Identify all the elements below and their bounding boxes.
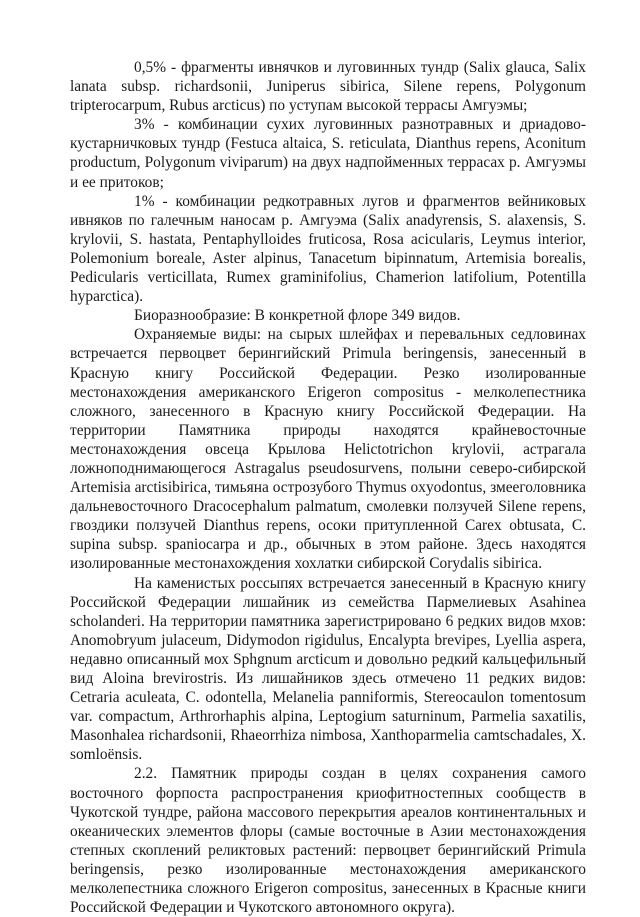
paragraph-biodiversity: Биоразнообразие: В конкретной флоре 349 видов. <box>134 307 461 325</box>
paragraph-protected-species: Охраняемые виды: на сырых шлейфах и перевальных седловинах встречается первоцвет берингийский Primula beringensis, занесенный в Красную книгу Российской Федерации. Резко изолированные местонахождения американского Erigeron compositus - мелколепестника сложного, занесенного в Красную книгу Российской Федерации. На территории Памятника природы находятся крайневосточные местонахождения овсеца Крылова Helictotrichon krylovii, астрагала ложноподнимающегося Astragalus pseudosurvens, полыни северо-сибирской Artemisia arctisibirica, тимьяна острозубого Thymus oxyodontus, змееголовника дальневосточного Dracocephalum palmatum, смолевки ползучей Silene repens, гвоздики ползучей Dianthus repens, осоки притупленной Carex obtusata, C. supina subsp. spaniocarpa и др., обычных в этом районе. Здесь находятся изолированные местонахождения хохлатки сибирской Corydalis sibirica. <box>70 326 586 573</box>
paragraph-lichens-mosses: На каменистых россыпях встречается занесенный в Красную книгу Российской Федерации лишайник из семейства Пармелиевых Asahinea scholanderi. На территории памятника зарегистрировано 6 редких видов мхов: Anomobryum julaceum, Didymodon rigidulus, Encalypta brevipes, Lyellia aspera, недавно описанный мох Sphgnum arcticum и довольно редкий кальцефильный вид Aloina brevirostris. Из лишайников здесь отмечено 11 редких видов: Cetraria aculeata, C. odontella, Melanelia panniformis, Stereocaulon tomentosum var. compactum, Arthrorhaphis alpina, Leptogium saturninum, Parmelia saxatilis, Masonhalea richardsonii, Rhaeorrhiza nimbosa, Xanthoparmelia camtschadales, X. somloënsis. <box>70 574 586 764</box>
paragraph-meadow-tundra: 3% - комбинации сухих луговинных разнотравных и дриадово-кустарничковых тундр (Festuca altaica, S. reticulata, Dianthus repens, Aconitum productum, Polygonum viviparum) на двух надпойменных террасах р. Амгуэмы и ее притоков; <box>70 116 586 191</box>
paragraph-willow-thickets: 0,5% - фрагменты ивнячков и луговинных тундр (Salix glauca, Salix lanata subsp. richardsonii, Juniperus sibirica, Silene repens, Polygonum tripterocarpum, Rubus arcticus) по уступам высокой террасы Амгуэмы; <box>70 59 586 115</box>
paragraph-section-2-2: 2.2. Памятник природы создан в целях сохранения самого восточного форпоста распространения криофитностепных сообществ в Чукотской тундре, района массового перекрытия ареалов континентальных и океанических элементов флоры (самые восточные в Азии местонахождения степных скоплений реликтовых растений: первоцвет берингийский Primula beringensis, резко изолированные местонахождения американского мелколепестника сложного Erigeron compositus, занесенных в Красные книги Российской Федерации и Чукотского автономного округа). <box>70 765 586 917</box>
paragraph-gravel-meadows: 1% - комбинации редкотравных лугов и фрагментов вейниковых ивняков по галечным наносам р. Амгуэма (Salix anadyrensis, S. alaxensis, S. krylovii, S. hastata, Pentaphylloides fruticosa, Rosa acicularis, Leymus interior, Polemonium boreale, Aster alpinus, Tanacetum bipinnatum, Artemisia borealis, Pedicularis verticillata, Rumex graminifolius, Chamerion latifolium, Potentilla hyparctica). <box>70 192 586 306</box>
